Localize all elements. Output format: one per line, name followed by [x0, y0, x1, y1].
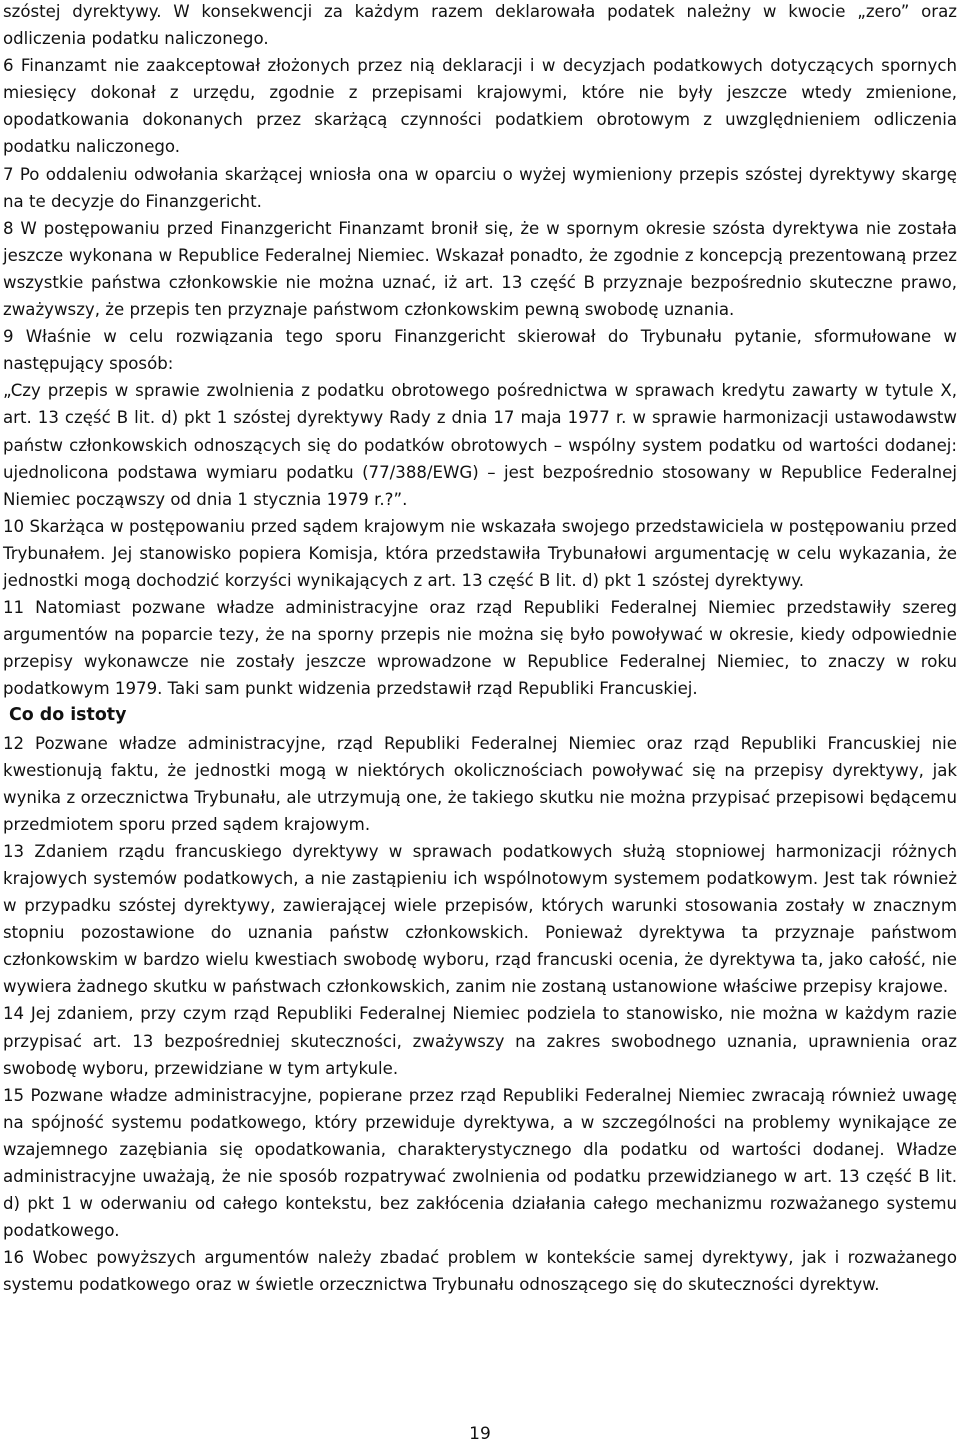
paragraph-14: 14 Jej zdaniem, przy czym rząd Republiki Federalnej Niemiec podziela to stanowisko, nie można w każdym razie przypisać art. 13 bezpośredniej skuteczności, zważywszy na zakres swobodnego uznania, uprawnienia oraz swobodę wyboru, przewidziane w tym artykule. — [3, 1004, 957, 1078]
section-heading: Co do istoty — [9, 705, 127, 726]
paragraph-7: 7 Po oddaleniu odwołania skarżącej wniosła ona w oparciu o wyżej wymieniony przepis szóstej dyrektywy skargę na te decyzje do Finanzgericht. — [3, 164, 957, 211]
paragraph-10: 10 Skarżąca w postępowaniu przed sądem krajowym nie wskazała swojego przedstawiciela w postępowaniu przed Trybunałem. Jej stanowisko popiera Komisja, która przedstawiła Trybunałowi argumentację w celu wykazania, że jednostki mogą dochodzić korzyści wynikających z art. 13 część B lit. d) pkt 1 szóstej dyrektywy. — [3, 516, 957, 590]
document-page — [3, 0, 957, 1299]
paragraph-6: 6 Finanzamt nie zaakceptował złożonych przez nią deklaracji i w decyzjach podatkowych dotyczących spornych miesięcy dokonał z urzędu, zgodnie z przepisami krajowymi, które nie były jeszcze wtedy zmienione, opodatkowania dokonanych przez skarżącą czynności podatkiem obrotowym z uwzględnieniem odliczenia podatku naliczonego. — [3, 56, 957, 157]
paragraph-13: 13 Zdaniem rządu francuskiego dyrektywy w sprawach podatkowych służą stopniowej harmonizacji różnych krajowych systemów podatkowych, a nie zastąpieniu ich wspólnotowym systemem podatkowym. Jest tak również w przypadku szóstej dyrektywy, zawierającej wiele przepisów, których warunki stosowania zostały w znacznym stopniu pozostawione do uznania państw członkowskich. Ponieważ dyrektywa ta przyznaje państwom członkowskim w bardzo wielu kwestiach swobodę wyboru, rząd francuski ocenia, że dyrektywa ta, jako całość, nie wywiera żadnego skutku w państwach członkowskich, zanim nie zostaną ustanowione właściwe przepisy krajowe. — [3, 841, 957, 997]
paragraph-15: 15 Pozwane władze administracyjne, popierane przez rząd Republiki Federalnej Niemiec zwracają również uwagę na spójność systemu podatkowego, który przewiduje dyrektywa, a w szczególności na problemy wynikające ze wzajemnego zazębiania się opodatkowania, charakterystycznego dla podatku od wartości dodanej. Władze administracyjne uważają, że nie sposób rozpatrywać zwolnienia od podatku przewidzianego w art. 13 część B lit. d) pkt 1 w oderwaniu od całego kontekstu, bez zakłócenia działania całego mechanizmu rozważanego systemu podatkowego. — [3, 1085, 957, 1241]
paragraph-11: 11 Natomiast pozwane władze administracyjne oraz rząd Republiki Federalnej Niemiec przedstawiły szereg argumentów na poparcie tezy, że na sporny przepis nie można się było powoływać w okresie, kiedy odpowiednie przepisy wykonawcze nie zostały jeszcze wprowadzone w Republice Federalnej Niemiec, to znaczy w roku podatkowym 1979. Taki sam punkt widzenia przedstawił rząd Republiki Francuskiej. — [3, 598, 957, 699]
page-number: 19 — [469, 1424, 491, 1444]
paragraph-12: 12 Pozwane władze administracyjne, rząd Republiki Federalnej Niemiec oraz rząd Republiki Francuskiej nie kwestionują faktu, że jednostki mogą w niektórych okolicznościach powoływać się na przepisy dyrektywy, jak wynika z orzecznictwa Trybunału, ale utrzymują one, że takiego skutku nie można przypisać przepisowi będącemu przedmiotem sporu przed sądem krajowym. — [3, 733, 957, 834]
paragraph-5-continuation: szóstej dyrektywy. W konsekwencji za każdym razem deklarowała podatek należny w kwocie „zero” oraz odliczenia podatku naliczonego. — [3, 2, 957, 49]
paragraph-16: 16 Wobec powyższych argumentów należy zbadać problem w kontekście samej dyrektywy, jak i rozważanego systemu podatkowego oraz w świetle orzecznictwa Trybunału odnoszącego się do skuteczności dyrektyw. — [3, 1248, 957, 1295]
paragraph-9: 9 Właśnie w celu rozwiązania tego sporu Finanzgericht skierował do Trybunału pytanie, sformułowane w następujący sposób: — [3, 327, 957, 374]
preliminary-question-quote: „Czy przepis w sprawie zwolnienia z podatku obrotowego pośrednictwa w sprawach kredytu zawarty w tytule X, art. 13 część B lit. d) pkt 1 szóstej dyrektywy Rady z dnia 17 maja 1977 r. w sprawie harmonizacji ustawodawstw państw członkowskich odnoszących się do podatków obrotowych – wspólny system podatku od wartości dodanej: ujednolicona podstawa wymiaru podatku (77/388/EWG) – jest bezpośrednio stosowany w Republice Federalnej Niemiec począwszy od dnia 1 stycznia 1979 r.?”. — [3, 381, 957, 509]
paragraph-8: 8 W postępowaniu przed Finanzgericht Finanzamt bronił się, że w spornym okresie szósta dyrektywa nie została jeszcze wykonana w Republice Federalnej Niemiec. Wskazał ponadto, że zgodnie z koncepcją prezentowaną przez wszystkie państwa członkowskie nie można uznać, iż art. 13 część B przyznaje bezpośrednio skuteczne prawo, zważywszy, że przepis ten przyznaje państwom członkowskim pewną swobodę uznania. — [3, 218, 957, 320]
